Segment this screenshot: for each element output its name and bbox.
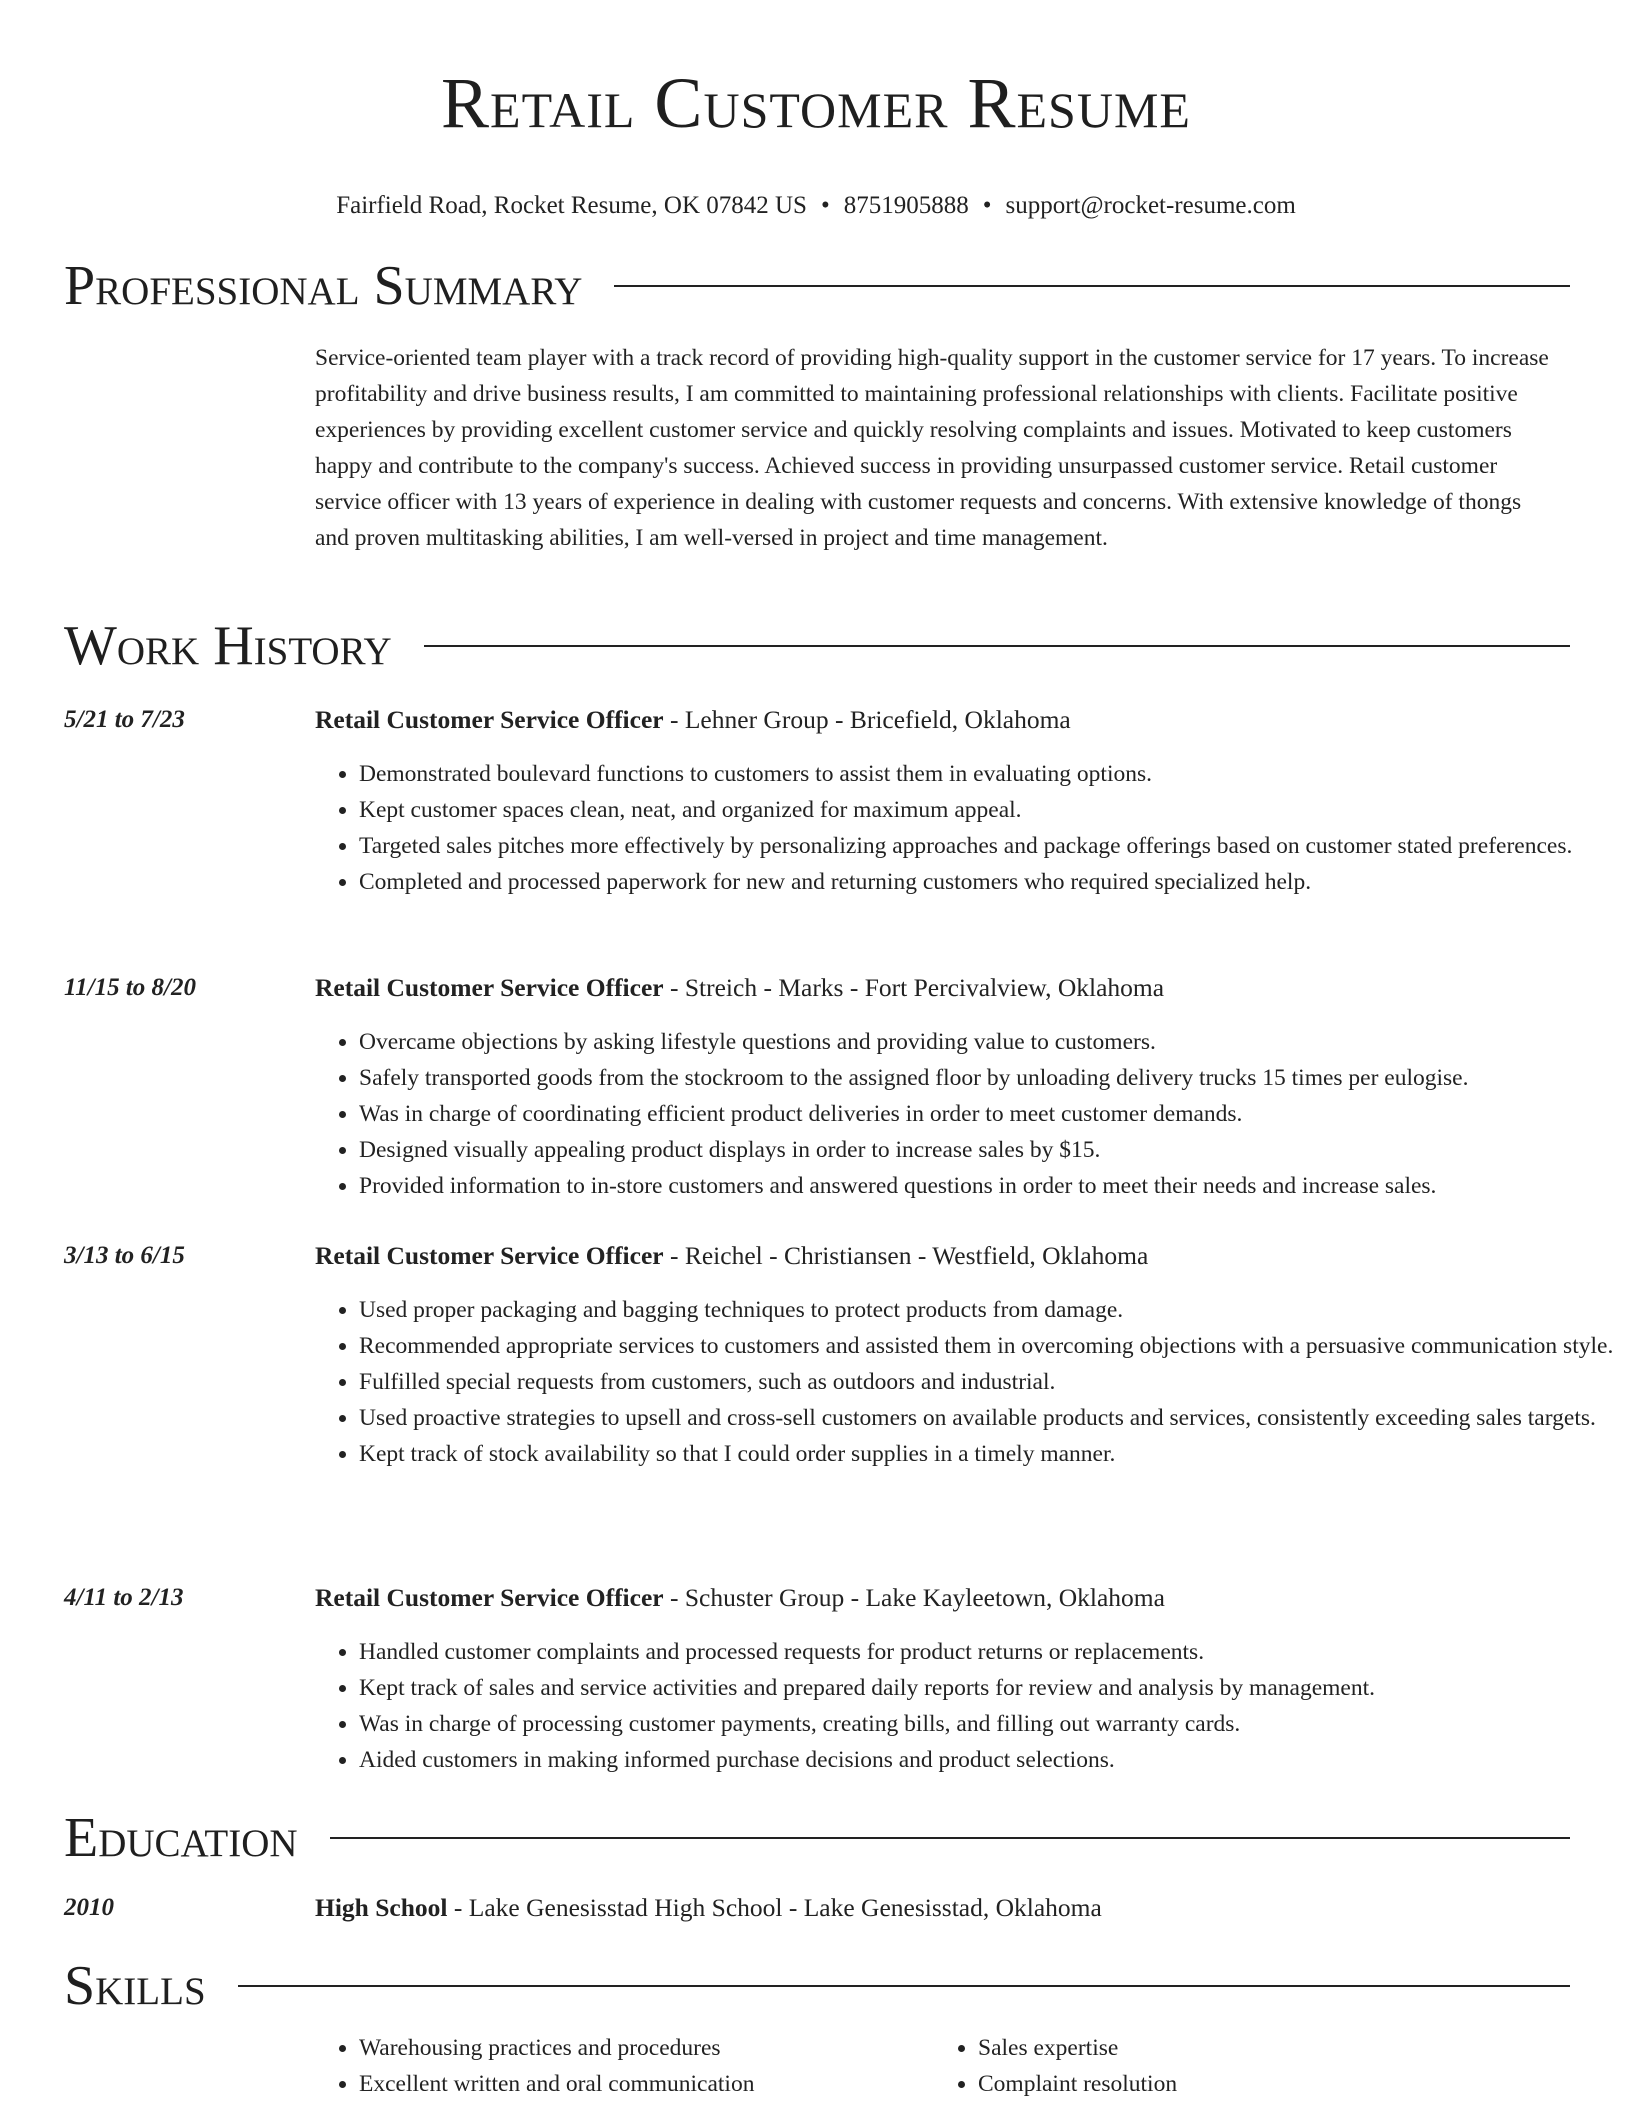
section-skills bbox=[64, 1954, 1570, 2018]
section-work-history bbox=[64, 614, 1570, 678]
job-title: Retail Customer Service Officer bbox=[315, 705, 664, 734]
job-bullets bbox=[315, 756, 1632, 900]
job-bullet: • Provided information to in-store customers and answered questions in order to meet their needs and increase sales. bbox=[359, 1168, 1632, 1204]
section-heading: Education bbox=[64, 1807, 298, 1869]
job-bullet: • Used proactive strategies to upsell and cross-sell customers on available products and services, consistently exceeding sales targets. bbox=[359, 1400, 1632, 1436]
job-heading bbox=[315, 702, 1071, 738]
education-degree: High School bbox=[315, 1893, 448, 1922]
job-bullet: • Completed and processed paperwork for new and returning customers who required specialized help. bbox=[359, 864, 1632, 900]
job-bullet: • Used proper packaging and bagging techniques to protect products from damage. bbox=[359, 1292, 1632, 1328]
contact-address: Fairfield Road, Rocket Resume, OK 07842 US bbox=[336, 192, 807, 219]
summary-text: Service-oriented team player with a track record of providing high-quality support in the customer service for 17 years. To increase profitability and drive business results, I am committed to maintaining professional relationships with clients. Facilitate positive experiences by providing excellent customer service and quickly resolving complaints and issues. Motivated to keep customers happy and contribute to the company's success. Achieved success in providing unsurpassed customer service. Retail customer service officer with 13 years of experience in dealing with customer requests and concerns. With extensive knowledge of thongs and proven multitasking abilities, I am well-versed in project and time management. bbox=[315, 345, 1549, 551]
job-bullet: • Fulfilled special requests from customers, such as outdoors and industrial. bbox=[359, 1364, 1632, 1400]
job-bullet: • Safely transported goods from the stockroom to the assigned floor by unloading delivery trucks 15 times per eulogise. bbox=[359, 1060, 1632, 1096]
contact-phone: 8751905888 bbox=[843, 192, 969, 219]
section-divider bbox=[238, 1985, 1570, 1987]
contact-line bbox=[0, 190, 1632, 222]
resume-title: Retail Customer Resume bbox=[441, 63, 1191, 143]
job-details: - Lehner Group - Bricefield, Oklahoma bbox=[663, 705, 1071, 734]
skills-column-right bbox=[934, 2030, 1553, 2102]
job-bullet: • Overcame objections by asking lifestyle questions and providing value to customers. bbox=[359, 1024, 1632, 1060]
job-heading bbox=[315, 970, 1164, 1006]
section-heading: Professional Summary bbox=[64, 255, 583, 317]
skill-item: • Sales expertise bbox=[978, 2030, 1553, 2066]
skill-item: • Excellent written and oral communication bbox=[359, 2066, 934, 2102]
job-bullet: • Designed visually appealing product displays in order to increase sales by $15. bbox=[359, 1132, 1632, 1168]
job-heading bbox=[315, 1238, 1148, 1274]
resume-header bbox=[0, 58, 1632, 222]
job-title: Retail Customer Service Officer bbox=[315, 1241, 664, 1270]
job-bullet: • Demonstrated boulevard functions to customers to assist them in evaluating options. bbox=[359, 756, 1632, 792]
job-details: - Streich - Marks - Fort Percivalview, Oklahoma bbox=[663, 973, 1165, 1002]
job-dates: 5/21 to 7/23 bbox=[64, 706, 185, 733]
contact-email: support@rocket-resume.com bbox=[1005, 192, 1296, 219]
job-details: - Reichel - Christiansen - Westfield, Oklahoma bbox=[663, 1241, 1149, 1270]
job-bullets bbox=[315, 1634, 1632, 1778]
section-divider bbox=[614, 285, 1570, 287]
job-bullet: • Kept track of sales and service activities and prepared daily reports for review and analysis by management. bbox=[359, 1670, 1632, 1706]
job-bullet: • Kept customer spaces clean, neat, and organized for maximum appeal. bbox=[359, 792, 1632, 828]
education-date: 2010 bbox=[64, 1894, 114, 1921]
job-bullet: • Was in charge of coordinating efficient product deliveries in order to meet customer demands. bbox=[359, 1096, 1632, 1132]
section-professional-summary bbox=[64, 254, 1570, 318]
section-divider bbox=[424, 645, 1570, 647]
job-heading bbox=[315, 1580, 1165, 1616]
job-title: Retail Customer Service Officer bbox=[315, 973, 664, 1002]
skills-list bbox=[315, 2030, 1555, 2102]
job-bullet: • Targeted sales pitches more effectively by personalizing approaches and package offerings based on customer stated preferences. bbox=[359, 828, 1632, 864]
skill-item: • Warehousing practices and procedures bbox=[359, 2030, 934, 2066]
job-dates: 3/13 to 6/15 bbox=[64, 1242, 185, 1269]
job-title: Retail Customer Service Officer bbox=[315, 1583, 664, 1612]
section-education bbox=[64, 1806, 1570, 1870]
job-bullet: • Recommended appropriate services to customers and assisted them in overcoming objections with a persuasive communication style. bbox=[359, 1328, 1632, 1364]
job-bullet: • Was in charge of processing customer payments, creating bills, and filling out warranty cards. bbox=[359, 1706, 1632, 1742]
section-heading: Skills bbox=[64, 1955, 206, 2017]
contact-separator: • bbox=[982, 192, 992, 219]
job-details: - Schuster Group - Lake Kayleetown, Oklahoma bbox=[663, 1583, 1165, 1612]
education-details: - Lake Genesisstad High School - Lake Genesisstad, Oklahoma bbox=[447, 1893, 1102, 1922]
job-bullets bbox=[315, 1292, 1632, 1472]
job-bullets bbox=[315, 1024, 1632, 1204]
job-bullet: • Kept track of stock availability so that I could order supplies in a timely manner. bbox=[359, 1436, 1632, 1472]
section-divider bbox=[330, 1837, 1570, 1839]
section-heading: Work History bbox=[64, 615, 392, 677]
skills-column-left bbox=[315, 2030, 934, 2102]
job-dates: 11/15 to 8/20 bbox=[64, 974, 196, 1001]
job-bullet: • Handled customer complaints and processed requests for product returns or replacements. bbox=[359, 1634, 1632, 1670]
contact-separator: • bbox=[820, 192, 830, 219]
job-dates: 4/11 to 2/13 bbox=[64, 1584, 184, 1611]
education-heading bbox=[315, 1890, 1102, 1926]
job-bullet: • Aided customers in making informed purchase decisions and product selections. bbox=[359, 1742, 1632, 1778]
skill-item: • Complaint resolution bbox=[978, 2066, 1553, 2102]
